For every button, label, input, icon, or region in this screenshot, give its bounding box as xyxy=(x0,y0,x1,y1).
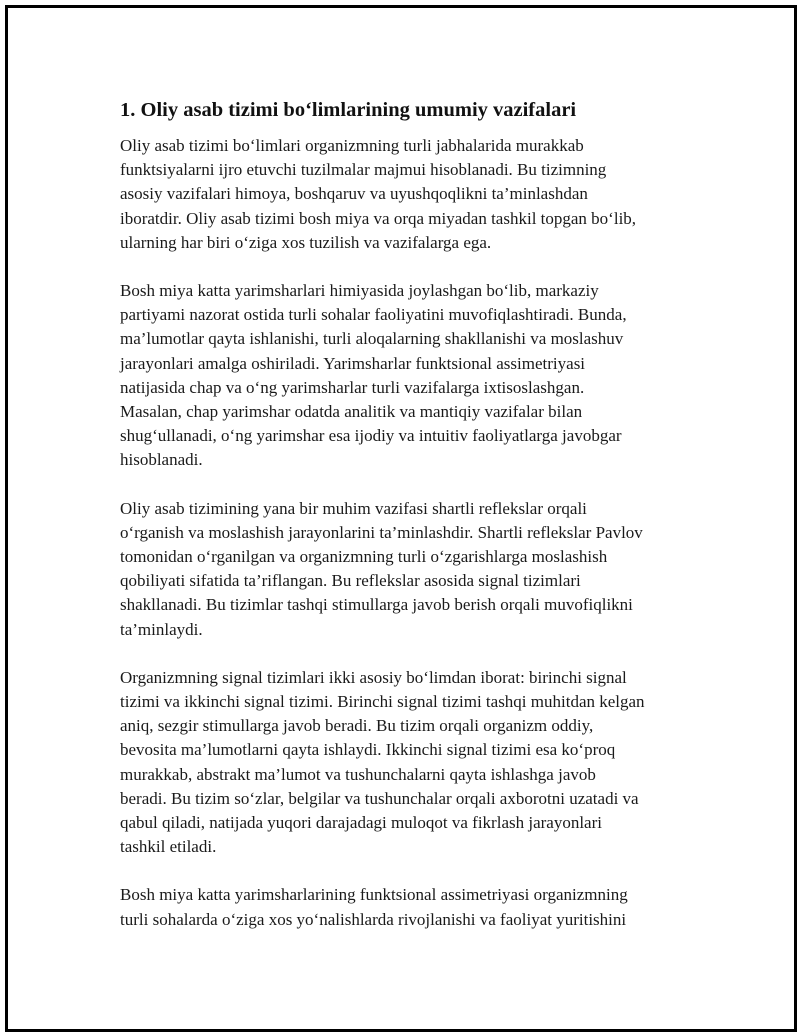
text-line: murakkab, abstrakt ma’lumot va tushunchalarni qayta ishlashga javob xyxy=(120,764,596,784)
paragraph-2 xyxy=(120,279,698,473)
text-line: ma’lumotlar qayta ishlanishi, turli aloqalarning shakllanishi va moslashuv xyxy=(120,329,624,349)
document-body xyxy=(120,96,698,956)
text-line: ularning har biri o‘ziga xos tuzilish va vazifalarga ega. xyxy=(120,232,492,252)
text-line: natijasida chap va o‘ng yarimsharlar turli vazifalarga ixtisoslashgan. xyxy=(120,377,585,397)
text-line: o‘rganish va moslashish jarayonlarini ta’minlashdir. Shartli reflekslar Pavlov xyxy=(120,522,643,542)
text-line: Organizmning signal tizimlari ikki asosiy bo‘limdan iborat: birinchi signal xyxy=(120,667,627,687)
text-line: funktsiyalarni ijro etuvchi tuzilmalar majmui hisoblanadi. Bu tizimning xyxy=(120,160,607,180)
paragraph-3 xyxy=(120,497,698,642)
text-line: shakllanadi. Bu tizimlar tashqi stimullarga javob berish orqali muvofiqlikni xyxy=(120,595,633,615)
text-line: iboratdir. Oliy asab tizimi bosh miya va orqa miyadan tashkil topgan bo‘lib, xyxy=(120,208,637,228)
text-line: bevosita ma’lumotlarni qayta ishlaydi. Ikkinchi signal tizimi esa ko‘proq xyxy=(120,740,616,760)
paragraph-1 xyxy=(120,134,698,255)
page-frame xyxy=(5,5,797,1032)
section-heading: 1. Oliy asab tizimi bo‘limlarining umumiy vazifalari xyxy=(120,99,577,121)
text-line: partiyami nazorat ostida turli sohalar faoliyatini muvofiqlashtiradi. Bunda, xyxy=(120,305,627,325)
text-line: Bosh miya katta yarimsharlari himiyasida joylashgan bo‘lib, markaziy xyxy=(120,281,599,301)
text-line: tomonidan o‘rganilgan va organizmning turli o‘zgarishlarga moslashish xyxy=(120,547,608,567)
text-line: Masalan, chap yarimshar odatda analitik va mantiqiy vazifalar bilan xyxy=(120,402,583,422)
text-line: jarayonlari amalga oshiriladi. Yarimsharlar funktsional assimetriyasi xyxy=(120,353,586,373)
text-line: tashkil etiladi. xyxy=(120,837,217,857)
text-line: hisoblanadi. xyxy=(120,450,203,470)
text-line: tizimi va ikkinchi signal tizimi. Birinchi signal tizimi tashqi muhitdan kelgan xyxy=(120,692,645,712)
text-line: qobiliyati sifatida ta’riflangan. Bu reflekslar asosida signal tizimlari xyxy=(120,571,581,591)
text-line: Bosh miya katta yarimsharlarining funktsional assimetriyasi organizmning xyxy=(120,885,628,905)
text-line: shug‘ullanadi, o‘ng yarimshar esa ijodiy va intuitiv faoliyatlarga javobgar xyxy=(120,426,622,446)
text-line: Oliy asab tizimining yana bir muhim vazifasi shartli reflekslar orqali xyxy=(120,498,587,518)
text-line: ta’minlaydi. xyxy=(120,619,203,639)
text-line: turli sohalarda o‘ziga xos yo‘nalishlarda rivojlanishi va faoliyat yuritishini xyxy=(120,909,627,929)
paragraph-4 xyxy=(120,666,698,860)
text-line: aniq, sezgir stimullarga javob beradi. Bu tizim orqali organizm oddiy, xyxy=(120,716,594,736)
text-line: asosiy vazifalari himoya, boshqaruv va uyushqoqlikni ta’minlashdan xyxy=(120,184,588,204)
text-line: qabul qiladi, natijada yuqori darajadagi muloqot va fikrlash jarayonlari xyxy=(120,813,602,833)
text-line: beradi. Bu tizim so‘zlar, belgilar va tushunchalar orqali axborotni uzatadi va xyxy=(120,788,639,808)
text-line: Oliy asab tizimi bo‘limlari organizmning turli jabhalarida murakkab xyxy=(120,136,584,155)
paragraph-5 xyxy=(120,883,698,931)
